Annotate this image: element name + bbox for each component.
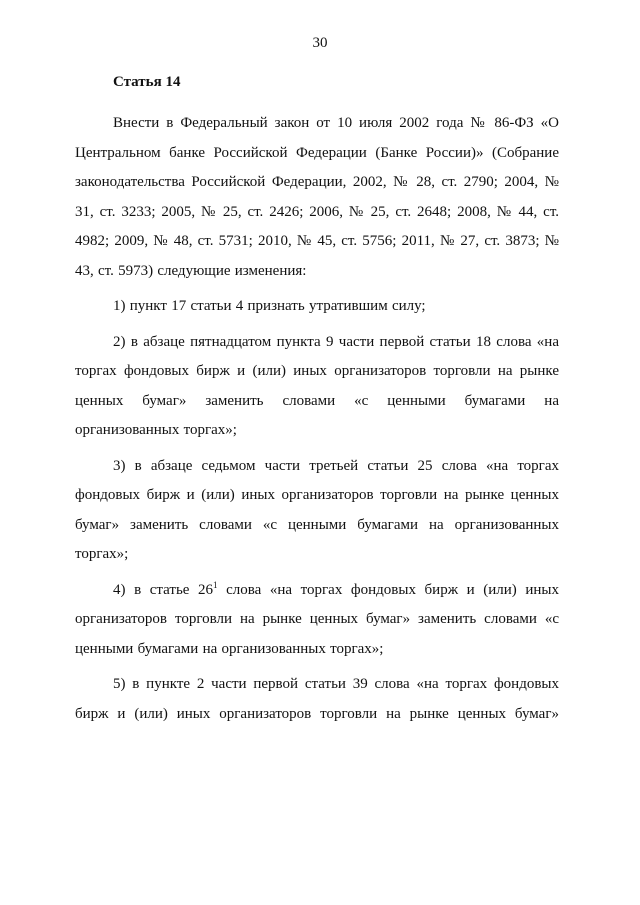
page-number: 30 [312,35,328,51]
paragraph-item-4 [75,576,559,665]
article-body [75,109,559,729]
paragraph-item-3: 3) в абзаце седьмом части третьей статьи 25 слова «на торгах фондовых бирж и (или) иных организаторов торговли на рынке ценных бумаг» заменить словами «с ценными бумагами на организованных торгах»; [75,457,559,562]
paragraph-item-1: 1) пункт 17 статьи 4 признать утратившим силу; [113,298,426,314]
paragraph-item-2: 2) в абзаце пятнадцатом пункта 9 части первой статьи 18 слова «на торгах фондовых бирж и (или) иных организаторов торговли на рынке ценных бумаг» заменить словами «с ценными бумагами на организованных торгах»; [75,333,559,438]
paragraph-item-4-start: 4) в статье 26 [113,581,214,598]
paragraph-item-4-rest: слова «на торгах фондовых бирж и (или) иных организаторов торговли на рынке ценных бумаг» заменить словами «с ценными бумагами на организованных торгах»; [75,581,559,657]
article-title: Статья 14 [113,74,181,90]
paragraph-item-5: 5) в пункте 2 части первой статьи 39 слова «на торгах фондовых бирж и (или) иных организаторов торговли на рынке ценных бумаг» [75,676,559,722]
paragraph-intro: Внести в Федеральный закон от 10 июля 2002 года № 86-ФЗ «О Центральном банке Российской Федерации (Банке России)» (Собрание законодательства Российской Федерации, 2002, № 28, ст. 2790; 2004, № 31, ст. 3233; 2005, № 25, ст. 2426; 2006, № 25, ст. 2648; 2008, № 44, ст. 4982; 2009, № 48, ст. 5731; 2010, № 45, ст. 5756; 2011, № 27, ст. 3873; № 43, ст. 5973) следующие изменения: [75,115,559,279]
article-superscript: 1 [213,579,218,590]
